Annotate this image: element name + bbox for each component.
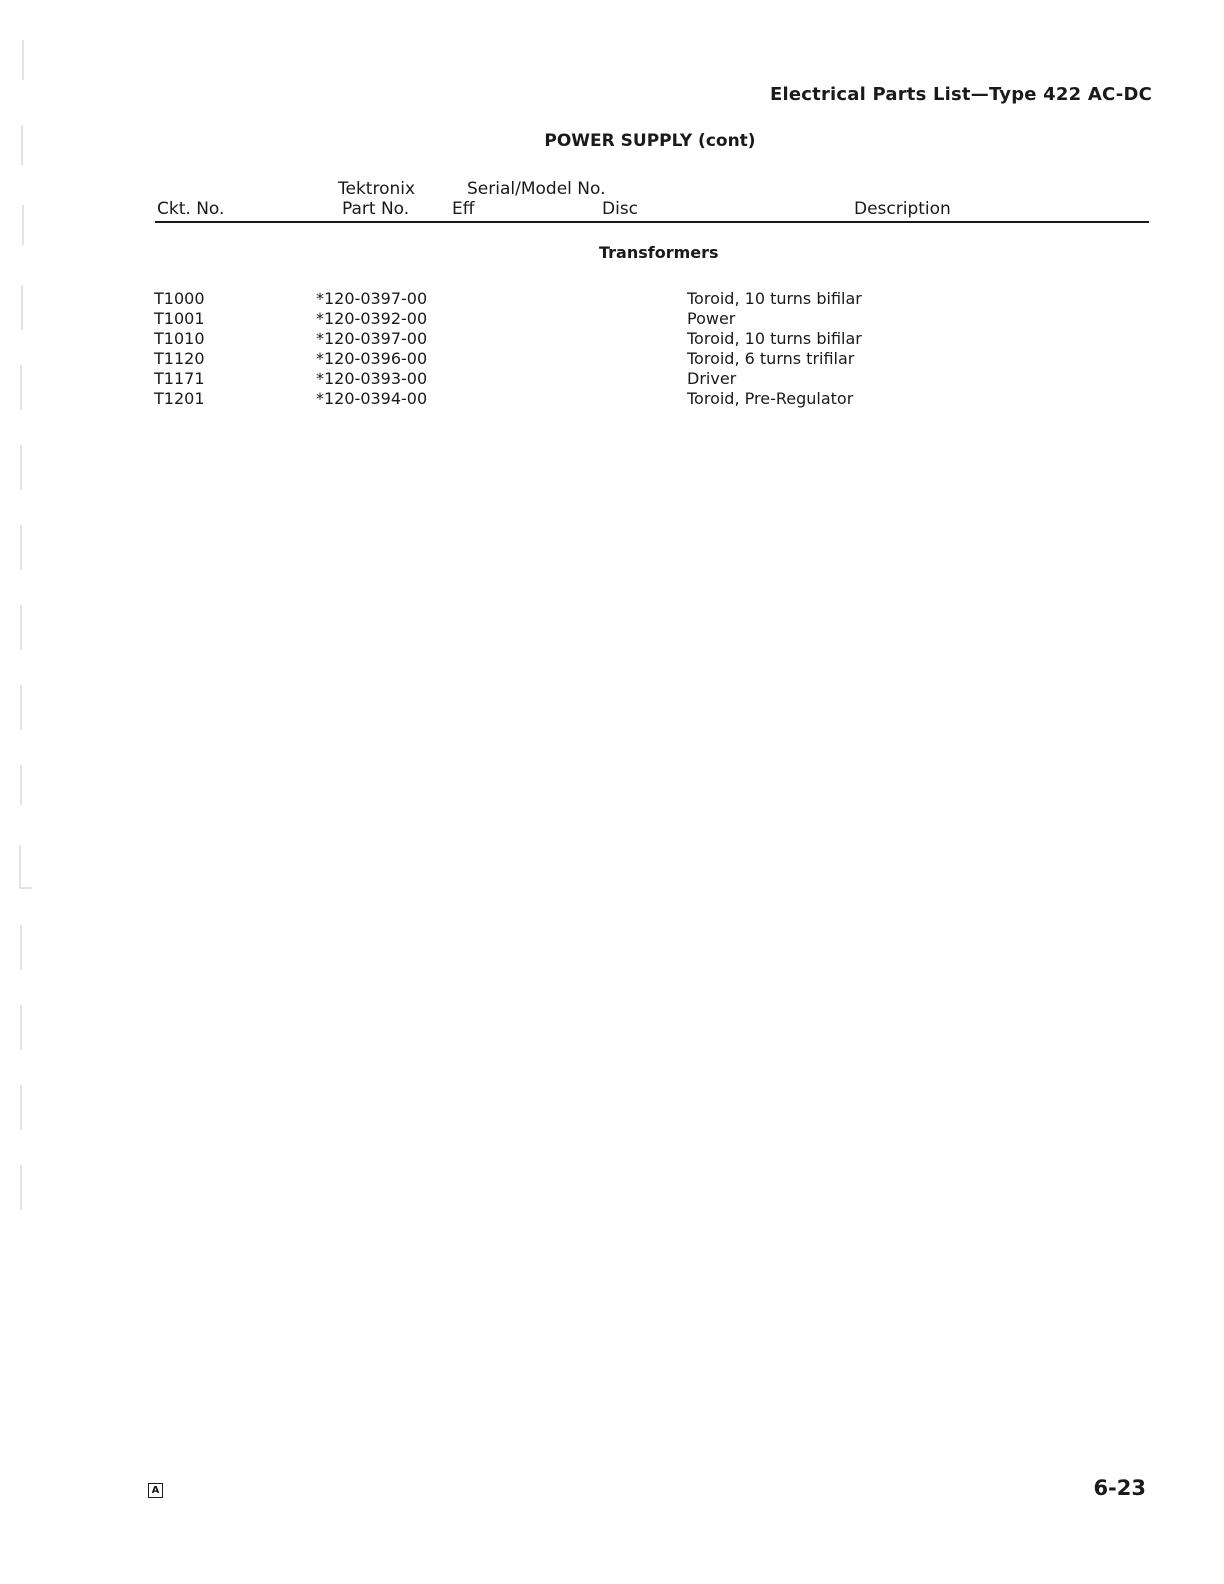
description-cell: Driver [687,369,737,388]
table-row [0,349,1224,369]
col-header-disc: Disc [602,199,639,219]
col-header-ckt-no: Ckt. No. [157,199,225,219]
description-cell: Toroid, 10 turns bifilar [687,289,862,308]
revision-badge: A [148,1483,163,1498]
running-header: Electrical Parts List—Type 422 AC-DC [770,84,1152,105]
table-row [0,309,1224,329]
ckt-no-cell: T1000 [154,289,205,308]
description-cell: Toroid, 10 turns bifilar [687,329,862,348]
table-row [0,329,1224,349]
table-row [0,389,1224,409]
group-title-transformers: Transformers [599,243,719,262]
binding-margin-marks [17,40,37,1240]
part-no-cell: *120-0397-00 [316,289,428,308]
section-title: POWER SUPPLY (cont) [544,131,756,151]
header-rule [155,221,1149,223]
col-header-part-no: Part No. [342,199,410,219]
col-header-serial-model: Serial/Model No. [467,179,606,199]
part-no-cell: *120-0393-00 [316,369,428,388]
ckt-no-cell: T1001 [154,309,205,328]
part-no-cell: *120-0396-00 [316,349,428,368]
ckt-no-cell: T1120 [154,349,205,368]
part-no-cell: *120-0392-00 [316,309,428,328]
part-no-cell: *120-0397-00 [316,329,428,348]
page-number: 6-23 [1093,1476,1146,1500]
ckt-no-cell: T1010 [154,329,205,348]
table-row [0,369,1224,389]
col-header-tektronix: Tektronix [338,179,416,199]
col-header-description: Description [854,199,951,219]
ckt-no-cell: T1171 [154,369,205,388]
ckt-no-cell: T1201 [154,389,205,408]
description-cell: Toroid, 6 turns trifilar [687,349,855,368]
parts-table [0,289,1224,409]
table-row [0,289,1224,309]
part-no-cell: *120-0394-00 [316,389,428,408]
description-cell: Power [687,309,736,328]
description-cell: Toroid, Pre-Regulator [687,389,854,408]
col-header-eff: Eff [452,199,475,219]
